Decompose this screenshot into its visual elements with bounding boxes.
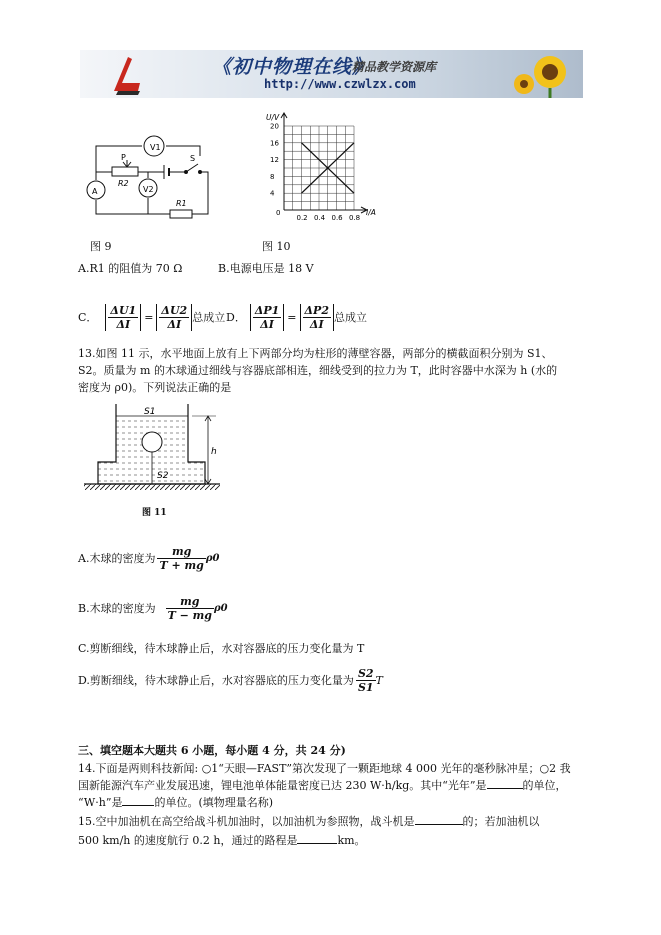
q15-line1-text: 15.空中加油机在高空给战斗机加油时，以加油机为参照物，战斗机是 xyxy=(78,815,415,828)
y-tick-label: 12 xyxy=(270,156,279,165)
s2-label: S2 xyxy=(157,471,169,481)
q13-option-c: C.剪断细线，待木球静止后，水对容器底的压力变化量为 T xyxy=(78,642,365,655)
q12-option-b: B.电源电压是 18 V xyxy=(218,262,314,275)
q14-line3-text: “W·h”是 xyxy=(78,796,123,809)
fill-blank[interactable] xyxy=(415,813,463,825)
container-diagram xyxy=(80,400,230,500)
frac-den: T − mg xyxy=(167,608,212,622)
rho-symbol: ρ0 xyxy=(214,602,228,614)
banner-title: 《初中物理在线》 xyxy=(212,56,373,78)
abs-bracket xyxy=(300,304,334,331)
x-tick-label: 0.4 xyxy=(314,214,326,220)
frac-den: T + mg xyxy=(159,558,204,572)
q14-line1: 14.下面是两则科技新闻: ○1“天眼—FAST”第次发现了一颗距地球 4 000 光年的毫秒脉冲星；○2 我 xyxy=(78,762,571,775)
q13-option-b xyxy=(78,590,228,626)
q15-line2-tail: km。 xyxy=(337,834,366,847)
r1-label: R1 xyxy=(176,199,187,208)
q13-stem-line3: 密度为 ρ0)。下列说法正确的是 xyxy=(78,381,232,394)
frac-num: ΔU1 xyxy=(110,303,137,317)
fill-blank[interactable] xyxy=(297,832,337,844)
circuit-diagram xyxy=(82,128,217,228)
frac-den: ΔI xyxy=(303,317,331,331)
q14-line3-tail: 的单位。(填物理量名称) xyxy=(154,796,274,809)
rho-symbol: ρ0 xyxy=(205,552,220,564)
fill-blank[interactable] xyxy=(122,794,154,806)
h-label: h xyxy=(211,447,217,457)
q14-line2-text: 国新能源汽车产业发展迅速，锂电池单体能量密度已达 230 W·h/kg。其中“光年”是 xyxy=(78,779,487,792)
origin-label: 0 xyxy=(276,209,281,217)
abs-bracket xyxy=(250,304,284,331)
q12-option-d: D． $\frac{\Delta P1}{\Delta I}$ = $\frac{\Delta P2}{\Delta I}$ 总成立 xyxy=(226,303,367,331)
banner-url: http://www.czwlzx.com xyxy=(264,77,416,91)
frac-den: ΔI xyxy=(108,317,138,331)
frac-num: ΔU2 xyxy=(161,303,188,317)
q12-option-c: C． $\frac{\Delta U1}{\Delta I}$ = $\frac{\Delta U2}{\Delta I}$ 总成立 xyxy=(78,303,226,331)
y-axis-label: U/V xyxy=(266,113,280,122)
wooden-ball xyxy=(142,432,162,452)
q13-stem-line2: S2。质量为 m 的木球通过细线与容器底部相连，细线受到的拉力为 T，此时容器中水深为 h (水的 xyxy=(78,364,558,377)
y-tick-label: 16 xyxy=(270,139,279,148)
q13-option-d-text: D.剪断细线，待木球静止后，水对容器底的压力变化量为 xyxy=(78,674,354,687)
v1-label: V1 xyxy=(150,143,161,152)
fill-blank[interactable] xyxy=(487,777,523,789)
q15-line1 xyxy=(78,813,540,829)
q15-line2-text: 500 km/h 的速度航行 0.2 h，通过的路程是 xyxy=(78,834,298,847)
r2-label: R2 xyxy=(118,179,129,188)
figure11-caption: 图 11 xyxy=(142,508,167,518)
q12-option-d-label: D． xyxy=(226,311,246,324)
x-axis-label: I/A xyxy=(366,208,376,217)
x-tick-label: 0.8 xyxy=(349,214,361,220)
q13-option-d xyxy=(78,662,383,698)
q13-option-a xyxy=(78,540,219,576)
frac-den: ΔI xyxy=(159,317,189,331)
s1-label: S1 xyxy=(144,407,156,417)
q12-option-c-tail: 总成立 xyxy=(192,311,226,324)
q15-line1-tail: 的；若加油机以 xyxy=(462,815,540,828)
frac-den: ΔI xyxy=(253,317,281,331)
q13-option-a-text: A.木球的密度为 xyxy=(78,552,156,565)
banner-subtitle: 精品教学资源库 xyxy=(352,60,437,74)
frac-num: ΔP2 xyxy=(304,303,329,317)
q12-option-c-label: C． xyxy=(78,311,98,324)
figure10-caption: 图 10 xyxy=(262,240,291,253)
y-tick-label: 20 xyxy=(270,122,279,131)
q12-option-a: A.R1 的阻值为 70 Ω xyxy=(78,262,183,275)
x-tick-label: 0.2 xyxy=(296,214,308,220)
q13-option-b-text: B.木球的密度为 xyxy=(78,602,156,615)
q12-option-d-tail: 总成立 xyxy=(333,311,367,324)
s-label: S xyxy=(190,154,196,163)
abs-bracket xyxy=(156,304,192,331)
frac-num: ΔP1 xyxy=(254,303,280,317)
site-logo-icon xyxy=(110,53,144,95)
figure9-caption: 图 9 xyxy=(90,240,112,253)
ui-graph xyxy=(262,108,392,220)
abs-bracket xyxy=(105,304,141,331)
q14-line2 xyxy=(78,777,567,793)
section3-heading: 三、填空题本大题共 6 小题，每小题 4 分，共 24 分) xyxy=(78,744,346,757)
y-tick-label: 8 xyxy=(270,172,275,181)
v2-label: V2 xyxy=(143,185,154,194)
q13-stem-line1: 13.如图 11 示，水平地面上放有上下两部分均为柱形的薄壁容器，两部分的横截面积分别为 S1、 xyxy=(78,347,553,360)
header-banner xyxy=(80,50,583,98)
q15-line2 xyxy=(78,832,366,848)
frac-num: S2 xyxy=(357,666,374,680)
a-label: A xyxy=(92,187,98,196)
sunflower-icon xyxy=(510,50,580,98)
frac-num: mg xyxy=(180,594,200,608)
frac-den: S1 xyxy=(357,680,374,694)
ground xyxy=(84,484,220,490)
q14-line3 xyxy=(78,794,273,810)
frac-num: mg xyxy=(171,544,192,558)
q13-option-d-t: T xyxy=(375,673,383,687)
graph-grid xyxy=(284,126,354,210)
p-label: P xyxy=(121,153,126,162)
x-tick-label: 0.6 xyxy=(331,214,343,220)
q14-line2-tail: 的单位， xyxy=(522,779,567,792)
y-tick-label: 4 xyxy=(270,189,275,198)
